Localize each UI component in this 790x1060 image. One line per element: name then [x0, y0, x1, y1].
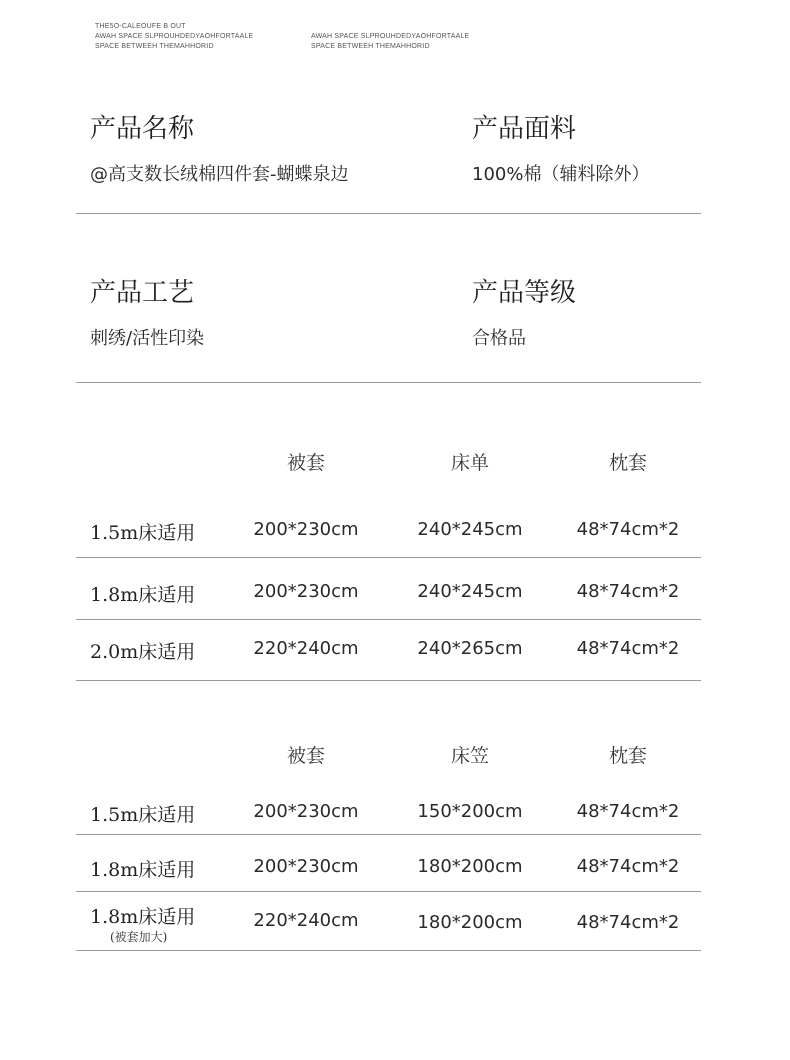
row-divider [76, 891, 701, 892]
table1-cell: 200*230cm [253, 519, 359, 540]
row-divider [76, 619, 701, 620]
table1-row-label: 1.8m床适用 [90, 584, 196, 606]
table1-cell: 240*245cm [417, 519, 523, 540]
header-line: AWAH SPACE SLPROUHDEDYAOHFORTAALE [311, 33, 470, 40]
table1-cell: 48*74cm*2 [576, 519, 680, 540]
table1-cell: 48*74cm*2 [576, 581, 680, 602]
header-text-right [311, 32, 469, 52]
header-line: SPACE BETWEEH THEMAHHORID [311, 43, 430, 50]
table2-cell: 180*200cm [417, 856, 523, 877]
product-fabric-value: 100%棉（辅料除外） [472, 164, 650, 185]
header-text-left [95, 22, 253, 52]
table1-cell: 48*74cm*2 [576, 638, 680, 659]
divider [76, 213, 701, 214]
product-name-label: 产品名称 [90, 114, 195, 144]
header-line: SPACE BETWEEH THEMAHHORID [95, 43, 214, 50]
table2-cell: 150*200cm [417, 801, 523, 822]
table2-cell: 220*240cm [253, 910, 359, 931]
header-line: AWAH SPACE SLPROUHDEDYAOHFORTAALE [95, 33, 254, 40]
table1-row-label: 1.5m床适用 [90, 522, 196, 544]
table2-cell: 48*74cm*2 [576, 801, 680, 822]
table2-cell: 200*230cm [253, 856, 359, 877]
table2-cell: 200*230cm [253, 801, 359, 822]
product-fabric-label: 产品面料 [472, 114, 577, 144]
divider [76, 382, 701, 383]
product-name-value: @高支数长绒棉四件套-蝴蝶泉边 [90, 164, 349, 185]
table2-row-note: (被套加大) [110, 930, 168, 944]
table2-cell: 48*74cm*2 [576, 856, 680, 877]
table2-cell: 48*74cm*2 [576, 912, 680, 933]
product-grade-label: 产品等级 [472, 278, 577, 308]
table2-cell: 180*200cm [417, 912, 523, 933]
table1-header-duvet: 被套 [286, 452, 325, 474]
header-line: THE5O-CALEOUFE B OUT [95, 23, 186, 30]
row-divider [76, 834, 701, 835]
table2-row-label: 1.8m床适用 [90, 906, 196, 928]
table2-header-duvet: 被套 [286, 745, 325, 767]
product-craft-label: 产品工艺 [90, 278, 195, 308]
row-divider [76, 557, 701, 558]
row-divider [76, 950, 701, 951]
table1-header-pillowcase: 枕套 [608, 452, 647, 474]
table2-header-fitted-sheet: 床笠 [450, 745, 489, 767]
product-grade-value: 合格品 [472, 328, 526, 349]
table1-header-sheet: 床单 [450, 452, 489, 474]
row-divider [76, 680, 701, 681]
table2-row-label: 1.5m床适用 [90, 804, 196, 826]
product-craft-value: 刺绣/活性印染 [90, 328, 205, 349]
table1-row-label: 2.0m床适用 [90, 641, 196, 663]
table1-cell: 220*240cm [253, 638, 359, 659]
table1-cell: 240*245cm [417, 581, 523, 602]
table1-cell: 240*265cm [417, 638, 523, 659]
table1-cell: 200*230cm [253, 581, 359, 602]
table2-header-pillowcase: 枕套 [608, 745, 647, 767]
table2-row-label: 1.8m床适用 [90, 859, 196, 881]
